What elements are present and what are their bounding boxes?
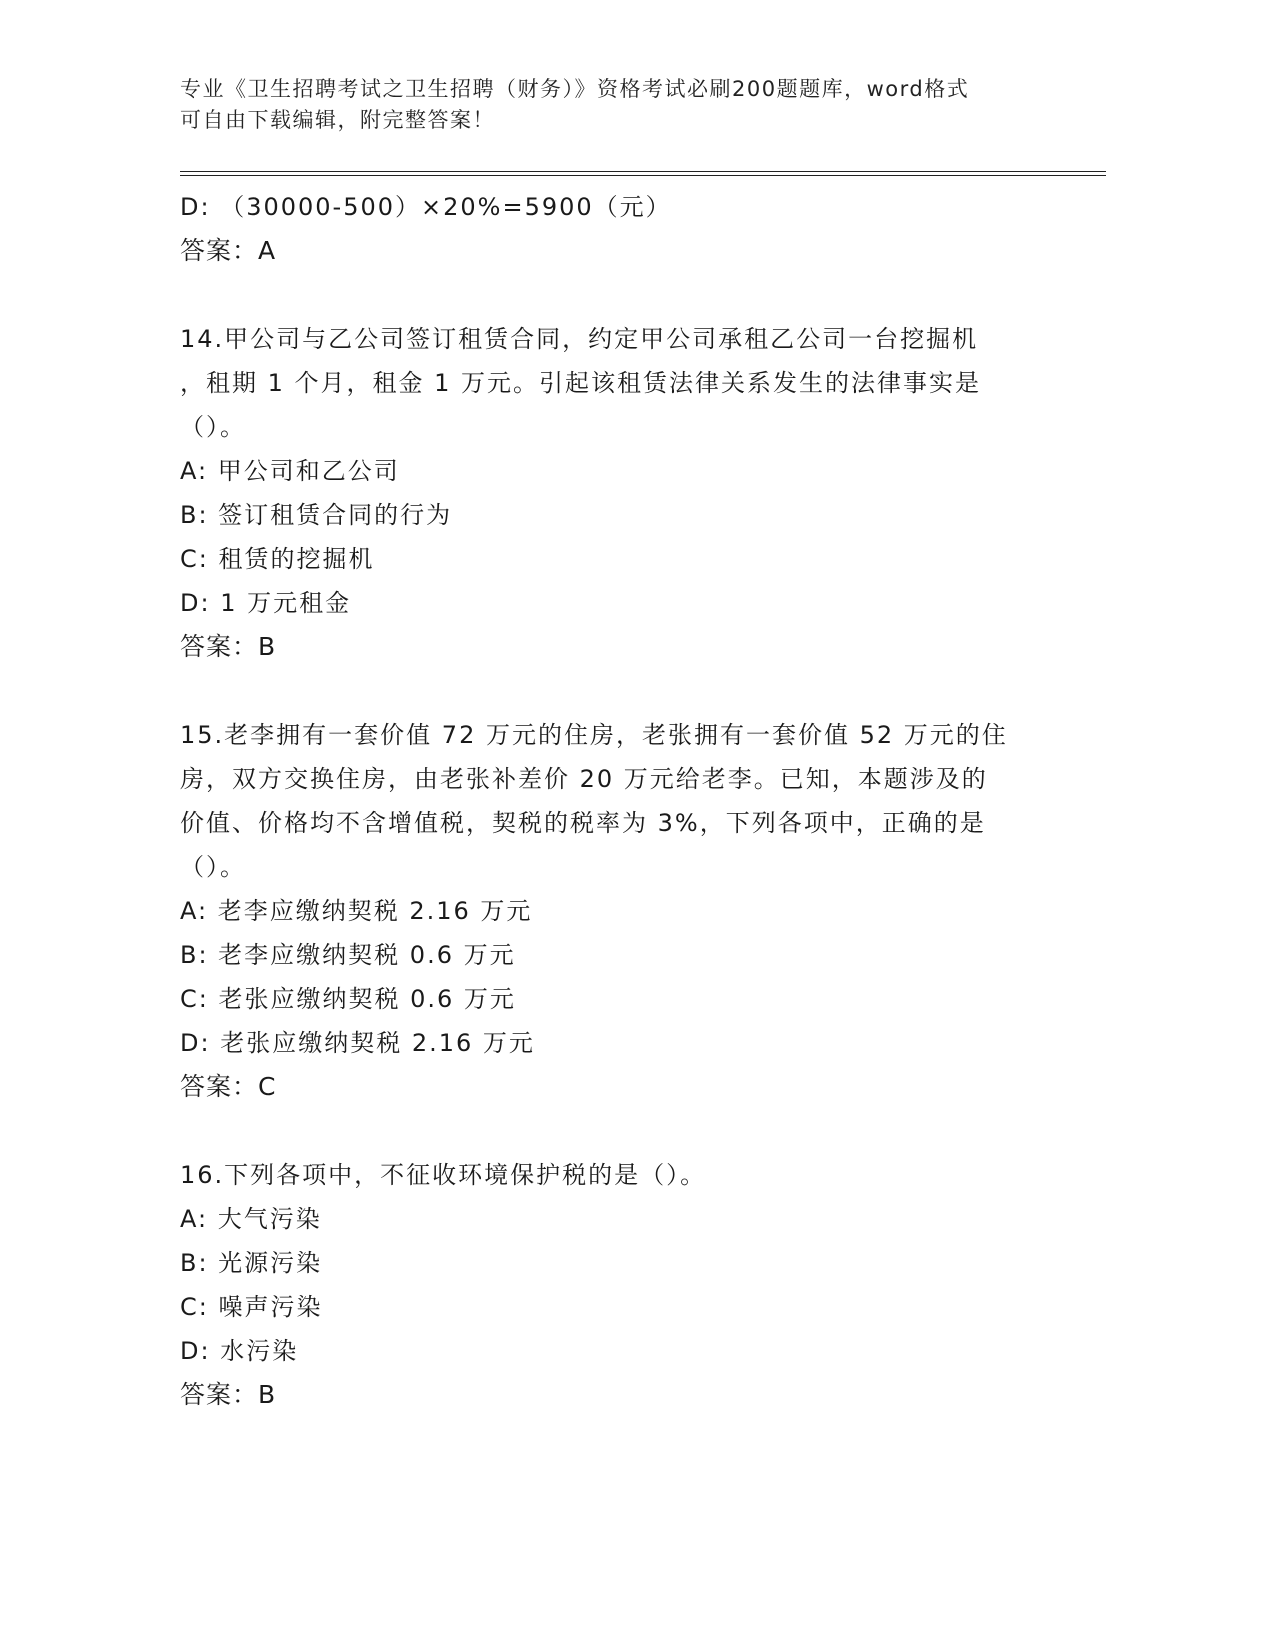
option-b: B: 光源污染 <box>180 1249 323 1277</box>
answer: 答案：C <box>180 1072 277 1101</box>
question-text: 价值、价格均不含增值税，契税的税率为 3%，下列各项中，正确的是 <box>180 809 986 837</box>
answer: 答案：B <box>180 632 277 661</box>
option-b: B: 签订租赁合同的行为 <box>180 501 453 529</box>
question-text: 15.老李拥有一套价值 72 万元的住房，老张拥有一套价值 52 万元的住 <box>180 721 1008 749</box>
question-text: （）。 <box>180 413 246 441</box>
header-line-2: 可自由下载编辑，附完整答案！ <box>180 108 495 132</box>
answer: 答案：B <box>180 1380 277 1409</box>
question-text: 房，双方交换住房，由老张补差价 20 万元给老李。已知，本题涉及的 <box>180 765 988 793</box>
header-rule <box>180 171 1106 172</box>
option-a: A: 大气污染 <box>180 1205 322 1233</box>
option-c: C: 租赁的挖掘机 <box>180 545 375 573</box>
header-rule <box>180 175 1106 176</box>
question-16 <box>180 1153 1040 1417</box>
header-line-1: 专业《卫生招聘考试之卫生招聘（财务）》资格考试必刷200题题库，word格式 <box>180 77 970 101</box>
option-d: D: 1 万元租金 <box>180 589 352 617</box>
option-d: D: （30000-500）×20%=5900（元） <box>180 193 672 221</box>
question-text: （）。 <box>180 853 246 881</box>
question-text: 16.下列各项中，不征收环境保护税的是（）。 <box>180 1161 707 1189</box>
spacer <box>180 669 1040 713</box>
option-c: C: 噪声污染 <box>180 1293 323 1321</box>
option-a: A: 老李应缴纳契税 2.16 万元 <box>180 897 533 925</box>
question-15 <box>180 713 1040 1109</box>
option-d: D: 水污染 <box>180 1337 299 1365</box>
option-b: B: 老李应缴纳契税 0.6 万元 <box>180 941 516 969</box>
question-text: ，租期 1 个月，租金 1 万元。引起该租赁法律关系发生的法律事实是 <box>180 369 982 397</box>
page-header <box>180 74 1040 136</box>
question-14 <box>180 317 1040 669</box>
spacer <box>180 273 1040 317</box>
answer: 答案：A <box>180 236 277 265</box>
question-text: 14.甲公司与乙公司签订租赁合同，约定甲公司承租乙公司一台挖掘机 <box>180 325 979 353</box>
document-body <box>180 185 1040 1417</box>
option-a: A: 甲公司和乙公司 <box>180 457 400 485</box>
option-c: C: 老张应缴纳契税 0.6 万元 <box>180 985 516 1013</box>
spacer <box>180 1109 1040 1153</box>
option-d: D: 老张应缴纳契税 2.16 万元 <box>180 1029 535 1057</box>
